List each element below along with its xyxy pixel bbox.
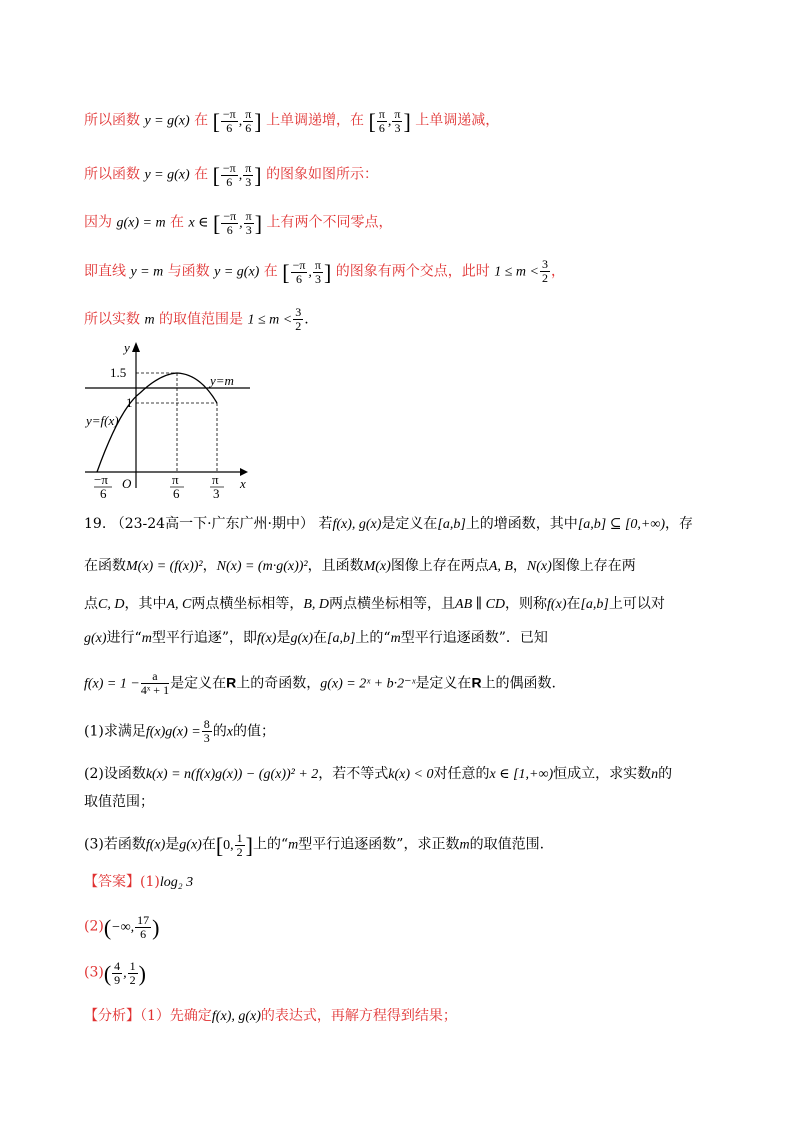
frac: $\frac{4}{9}$: [114, 959, 121, 987]
function-graph: [80, 338, 255, 498]
tick-pi6-den: 6: [173, 486, 180, 498]
answer-tag: 【答案】: [84, 874, 140, 890]
text: (2)设函数: [84, 766, 146, 782]
text: 的: [212, 723, 227, 740]
text: 图像上存在两点: [390, 558, 489, 574]
math-expr: f(x)g(x) =: [145, 724, 201, 740]
answer-2-value: (−∞, $\frac{17}{6}$ ): [103, 913, 160, 941]
math-expr: 1 ≤ m <: [247, 312, 293, 328]
math-expr: f(x): [547, 597, 567, 612]
text: 的表达式，再解方程得到结果；: [260, 1008, 457, 1024]
text: ，则称: [505, 596, 548, 612]
answer-1-value: log₂ 3: [159, 875, 194, 890]
text: .: [304, 311, 309, 328]
math-expr: m: [390, 631, 401, 646]
text: 的取值范围是: [159, 311, 244, 328]
math-expr: k(x) < 0: [388, 767, 434, 782]
frac: $\frac{-\pi}{6}$: [223, 209, 237, 237]
math-expr: N(x): [526, 559, 552, 574]
answer-2-label: (2): [84, 918, 104, 935]
text: 在: [566, 596, 581, 612]
math-expr: g(x) = 2ˣ + b·2⁻ˣ: [320, 676, 416, 692]
text: 图像上存在两: [551, 558, 636, 574]
math-expr: m: [144, 312, 155, 328]
curve-label: y=f(x): [86, 413, 119, 428]
y-axis-arrow-icon: [132, 342, 140, 352]
frac: $\frac{a}{\text{4ˣ + 1}}$: [140, 669, 170, 697]
text: （1）先确定: [140, 1008, 212, 1024]
frac: $\frac{-\pi}{6}$: [222, 107, 236, 135]
math-expr: g(x): [84, 631, 107, 646]
math-expr: g(x): [179, 837, 202, 853]
solution-line-2: [84, 162, 378, 189]
text: 在: [194, 112, 209, 129]
frac: $\frac{3}{2}$: [541, 257, 548, 285]
analysis-line: [84, 1006, 457, 1027]
text: ，: [550, 263, 565, 280]
text: 是: [165, 836, 180, 853]
frac: $\frac{1}{2}$: [129, 959, 136, 987]
math-expr: m: [288, 837, 299, 853]
question-2-cont: [84, 792, 154, 812]
interval: [ $\frac{-\pi}{6}$ , $\frac{\pi}{6}$ ]: [212, 107, 262, 135]
frac: $\frac{\pi}{3}$: [314, 257, 321, 286]
text: ，且函数: [307, 558, 364, 574]
text: ，其中: [124, 596, 167, 612]
text: 上单调递减，: [415, 112, 500, 129]
text: 在: [170, 214, 185, 231]
math-expr: [a,b] ⊆ [0,+∞): [577, 517, 665, 532]
math-expr: 1 ≤ m <: [494, 264, 539, 280]
question-3: [84, 832, 544, 859]
text: 是定义在: [170, 675, 227, 692]
text: 上的“: [355, 630, 391, 646]
text: 对任意的: [433, 766, 490, 782]
text: 型平行追逐函数”，求正数: [298, 836, 460, 853]
solution-line-3: [84, 210, 393, 237]
problem-line-4: [84, 628, 548, 649]
text: 两点横坐标相等，: [191, 596, 304, 612]
text: 在: [194, 166, 209, 183]
text: 的: [658, 766, 673, 782]
question-1: [84, 718, 275, 745]
text: 上有两个不同零点，: [266, 214, 393, 231]
tick-pi6-num: π: [172, 472, 179, 487]
solution-line-4: [84, 258, 565, 286]
text: 是: [276, 630, 291, 646]
math-expr: y = g(x): [144, 167, 190, 183]
frac: $\frac{8}{3}$: [203, 717, 210, 745]
tick-1-5: 1.5: [110, 365, 127, 380]
text: 上的偶函数.: [481, 675, 557, 692]
text: 与函数: [167, 263, 210, 280]
math-expr: [a,b]: [580, 597, 609, 612]
text: 的值；: [232, 723, 275, 740]
text: 的图象如图所示：: [266, 166, 379, 183]
math-expr: f(x), g(x): [332, 517, 382, 532]
math-expr: g(x) = m: [116, 215, 166, 231]
math-expr: R: [471, 674, 482, 691]
math-expr: x: [226, 724, 233, 740]
text: 取值范围；: [84, 794, 154, 810]
text: ，: [202, 558, 217, 574]
interval: [ $\frac{-\pi}{6}$ , $\frac{\pi}{3}$ ]: [212, 161, 262, 189]
problem-line-2: [84, 556, 636, 577]
math-expr: B, D: [303, 597, 330, 612]
math-expr: C, D: [98, 597, 125, 612]
text: 点: [84, 596, 98, 612]
frac: $\frac{17}{6}$: [137, 913, 150, 941]
frac: $\frac{-\pi}{6}$: [292, 257, 306, 286]
text: 型平行追逐函数”．已知: [400, 630, 548, 646]
answer-1-label: (1): [140, 874, 160, 890]
text: 上的“: [252, 836, 289, 853]
text: ，若不等式: [318, 766, 389, 782]
math-expr: f(x): [145, 837, 166, 853]
tick-1: 1: [126, 395, 133, 410]
text: 上单调递增，在: [266, 112, 365, 129]
math-expr: y = m: [130, 264, 164, 280]
tick-pi3-num: π: [212, 472, 219, 487]
interval: [ $\frac{-\pi}{6}$ , $\frac{\pi}{3}$ ]: [213, 209, 263, 237]
math-expr: x ∈ [1,+∞): [489, 767, 554, 782]
math-expr: f(x): [257, 631, 277, 646]
frac: $\frac{\pi}{6}$: [378, 107, 385, 135]
text: 上的奇函数，: [236, 675, 321, 692]
text: 上可以对: [608, 596, 665, 612]
math-expr: R: [226, 674, 237, 691]
text: 是定义在: [381, 516, 438, 532]
math-expr: [a,b]: [437, 517, 466, 532]
tick-neg-pi6-num: −π: [94, 472, 108, 487]
text: 在函数: [84, 558, 126, 574]
answer-line-2: [84, 914, 159, 941]
math-expr: m: [459, 837, 470, 853]
tick-pi3-den: 3: [213, 486, 220, 498]
math-expr: g(x): [290, 631, 313, 646]
math-expr: n: [651, 767, 659, 782]
solution-line-1: [84, 108, 499, 135]
math-expr: f(x), g(x): [211, 1009, 261, 1024]
frac: $\frac{1}{2}$: [236, 831, 243, 859]
x-axis-label: x: [240, 476, 246, 491]
analysis-tag: 【分析】: [84, 1008, 140, 1024]
text: 若: [318, 516, 333, 532]
text: 所以函数: [84, 112, 140, 129]
math-expr: A, C: [166, 597, 192, 612]
math-expr: M(x): [363, 559, 391, 574]
text: 即直线: [84, 263, 126, 280]
math-expr: A, B: [488, 559, 513, 574]
frac: $\frac{-\pi}{6}$: [222, 161, 236, 189]
frac: $\frac{\pi}{3}$: [394, 107, 401, 135]
frac: $\frac{\pi}{6}$: [245, 107, 252, 135]
math-expr: y = g(x): [214, 264, 260, 280]
text: 恒成立，求实数: [553, 766, 652, 782]
line-label: y=m: [210, 373, 234, 388]
origin-label: O: [122, 476, 132, 491]
solution-line-5: [84, 306, 309, 333]
frac: $\frac{\pi}{3}$: [245, 209, 252, 237]
text: 是定义在: [415, 675, 472, 692]
answer-3-label: (3): [84, 964, 104, 981]
problem-line-5: [84, 670, 556, 697]
math-expr: y = g(x): [144, 113, 190, 129]
problem-line-1: [84, 514, 693, 535]
interval: [ $\frac{-\pi}{6}$ , $\frac{\pi}{3}$ ]: [282, 257, 332, 286]
answer-3-value: ( $\frac{4}{9}$ , $\frac{1}{2}$ ): [103, 959, 146, 987]
interval: [ $\frac{\pi}{6}$ , $\frac{\pi}{3}$ ]: [368, 107, 411, 135]
text: 进行“: [106, 630, 142, 646]
answer-line-3: [84, 960, 146, 987]
math-expr: N(x) = (m·g(x))²: [216, 559, 308, 574]
interval: [0, $\frac{1}{2}$ ]: [215, 831, 253, 859]
text: 在: [263, 263, 278, 280]
problem-source: （23-24高一下·广东广州·期中）: [110, 516, 314, 532]
text: (1)求满足: [84, 723, 146, 740]
math-expr: m: [141, 631, 152, 646]
frac: $\frac{3}{2}$: [295, 305, 302, 333]
text: 上的增函数，其中: [465, 516, 578, 532]
math-expr: AB ∥ CD: [455, 597, 506, 612]
text: 型平行追逐”，即: [151, 630, 258, 646]
tick-neg-pi6-den: 6: [100, 486, 107, 498]
x-axis-arrow-icon: [240, 468, 248, 476]
math-expr: k(x) = n(f(x)g(x)) − (g(x))² + 2: [145, 767, 319, 782]
text: 在: [313, 630, 327, 646]
y-axis-label: y: [124, 340, 130, 355]
math-expr: f(x) = 1 −: [84, 676, 140, 692]
text: 两点横坐标相等，且: [329, 596, 456, 612]
text: 的取值范围.: [469, 836, 545, 853]
text: ，存: [664, 516, 693, 532]
math-expr: x ∈: [188, 215, 209, 231]
question-2: [84, 764, 672, 785]
frac: $\frac{\pi}{3}$: [245, 161, 252, 189]
math-expr: [a,b]: [327, 631, 356, 646]
text: 的图象有两个交点，此时: [335, 263, 490, 280]
text: (3)若函数: [84, 836, 146, 853]
math-expr: M(x) = (f(x))²: [126, 559, 203, 574]
text: ，: [512, 558, 527, 574]
problem-line-3: [84, 594, 665, 615]
text: 所以函数: [84, 166, 140, 183]
answer-line-1: [84, 872, 193, 893]
problem-number: 19.: [84, 516, 107, 532]
text: 所以实数: [84, 311, 140, 328]
text: 因为: [84, 214, 112, 231]
text: 在: [201, 836, 216, 853]
